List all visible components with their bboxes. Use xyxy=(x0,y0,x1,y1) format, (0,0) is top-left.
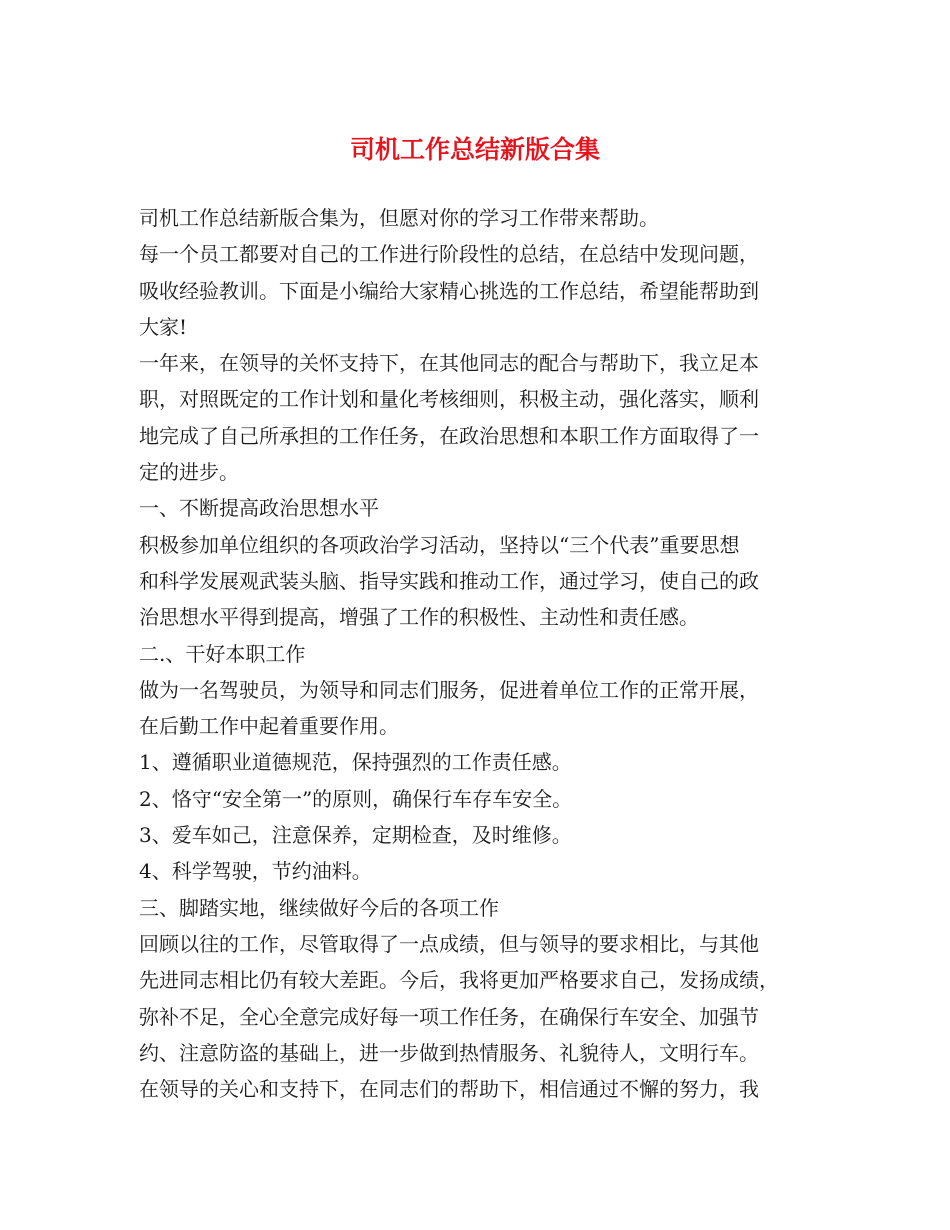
paragraph-line: 在后勤工作中起着重要作用。 xyxy=(139,714,399,739)
paragraph-line: 每一个员工都要对自己的工作进行阶段性的总结，在总结中发现问题， xyxy=(139,242,759,267)
paragraph-line: 先进同志相比仍有较大差距。今后，我将更加严格要求自己，发扬成绩， xyxy=(139,968,779,993)
paragraph-line: 在领导的关心和支持下，在同志们的帮助下，相信通过不懈的努力，我 xyxy=(139,1077,759,1102)
paragraph-line: 做为一名驾驶员，为领导和同志们服务，促进着单位工作的正常开展， xyxy=(139,677,759,702)
list-item: 4、科学驾驶，节约油料。 xyxy=(139,859,372,884)
paragraph-line: 大家! xyxy=(139,314,188,339)
document-body xyxy=(139,200,829,1107)
paragraph-line: 和科学发展观武装头脑、指导实践和推动工作，通过学习，使自己的政 xyxy=(139,568,759,593)
section-heading: 三、脚踏实地，继续做好今后的各项工作 xyxy=(139,895,499,920)
list-item: 3、爱车如己，注意保养，定期检查，及时维修。 xyxy=(139,823,572,848)
paragraph-line: 治思想水平得到提高，增强了工作的积极性、主动性和责任感。 xyxy=(139,605,699,630)
paragraph-line: 弥补不足，全心全意完成好每一项工作任务，在确保行车安全、加强节 xyxy=(139,1004,759,1029)
paragraph-line: 约、注意防盗的基础上，进一步做到热情服务、礼貌待人，文明行车。 xyxy=(139,1040,759,1065)
list-item: 2、恪守“安全第一”的原则，确保行车存车安全。 xyxy=(139,786,573,811)
section-heading: 一、不断提高政治思想水平 xyxy=(139,496,379,521)
paragraph-line: 积极参加单位组织的各项政治学习活动，坚持以“三个代表”重要思想 xyxy=(139,532,740,557)
paragraph-line: 司机工作总结新版合集为，但愿对你的学习工作带来帮助。 xyxy=(139,206,659,230)
paragraph-line: 地完成了自己所承担的工作任务，在政治思想和本职工作方面取得了一 xyxy=(139,423,759,448)
list-item: 1、遵循职业道德规范，保持强烈的工作责任感。 xyxy=(139,750,572,775)
paragraph-line: 吸收经验教训。下面是小编给大家精心挑选的工作总结，希望能帮助到 xyxy=(139,278,759,303)
document-title: 司机工作总结新版合集 xyxy=(349,135,600,164)
paragraph-line: 回顾以往的工作，尽管取得了一点成绩，但与领导的要求相比，与其他 xyxy=(139,931,759,956)
paragraph-line: 职，对照既定的工作计划和量化考核细则，积极主动，强化落实，顺利 xyxy=(139,387,759,412)
paragraph-line: 定的进步。 xyxy=(139,460,239,485)
paragraph-line: 一年来，在领导的关怀支持下，在其他同志的配合与帮助下，我立足本 xyxy=(139,351,759,376)
section-heading: 二.、干好本职工作 xyxy=(139,641,306,666)
